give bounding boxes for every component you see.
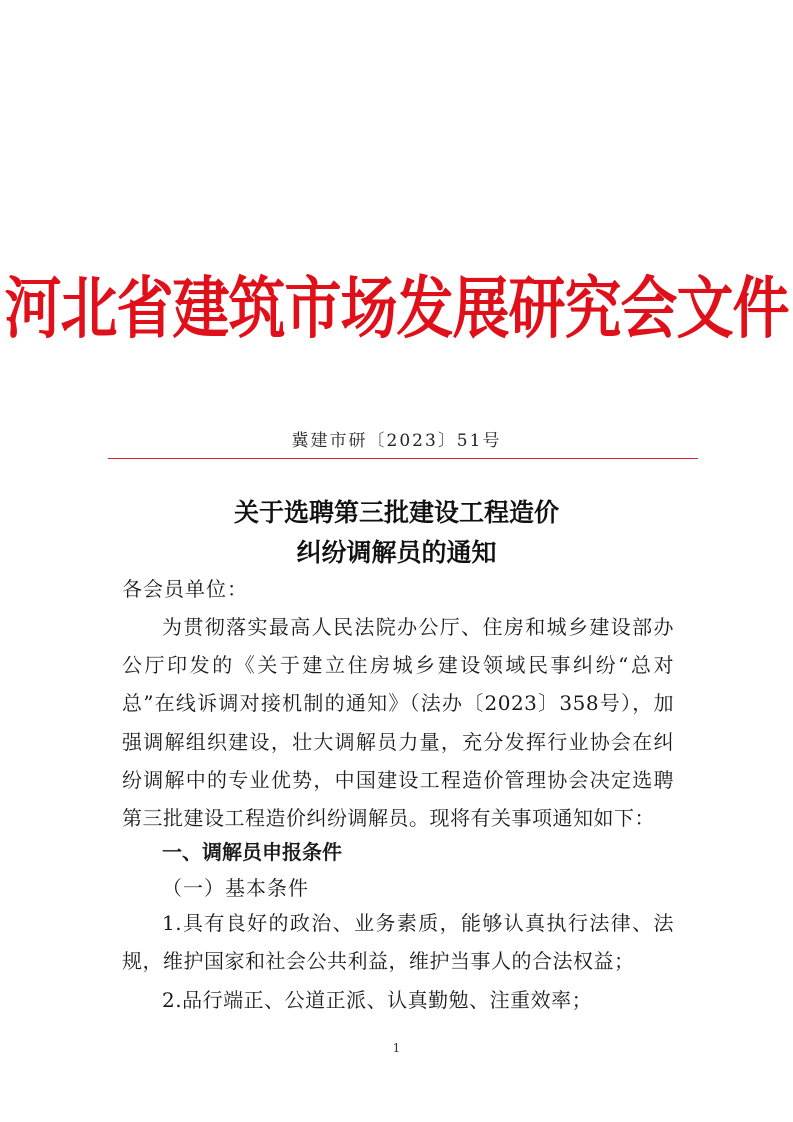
list-item-1: 1.具有良好的政治、业务素质，能够认真执行法律、法规，维护国家和社会公共利益，维护当事人的合法权益；: [122, 911, 674, 974]
document-number: 冀建市研〔2023〕51号: [291, 431, 502, 451]
page-number: 1: [392, 1041, 401, 1055]
red-divider-line: [108, 458, 698, 459]
notice-title-line-2: 纠纷调解员的通知: [296, 538, 497, 567]
body-paragraph-1: 为贯彻落实最高人民法院办公厅、住房和城乡建设部办公厅印发的《关于建立住房城乡建设领域民事纠纷“总对总”在线诉调对接机制的通知》（法办〔2023〕358号），加强调解组织建设，壮大调解员力量，充分发挥行业协会在纠纷调解中的专业优势，中国建设工程造价管理协会决定选聘第三批建设工程造价纠纷调解员。现将有关事项通知如下：: [122, 615, 674, 831]
list-item-2: 2.品行端正、公道正派、认真勤勉、注重效率；: [162, 988, 593, 1012]
subsection-heading-1: （一）基本条件: [162, 876, 309, 900]
section-heading-1: 一、调解员申报条件: [162, 840, 342, 864]
notice-title-line-1: 关于选聘第三批建设工程造价: [233, 498, 559, 527]
document-masthead-title: 河北省建筑市场发展研究会文件: [4, 269, 789, 349]
salutation: 各会员单位：: [122, 577, 248, 601]
